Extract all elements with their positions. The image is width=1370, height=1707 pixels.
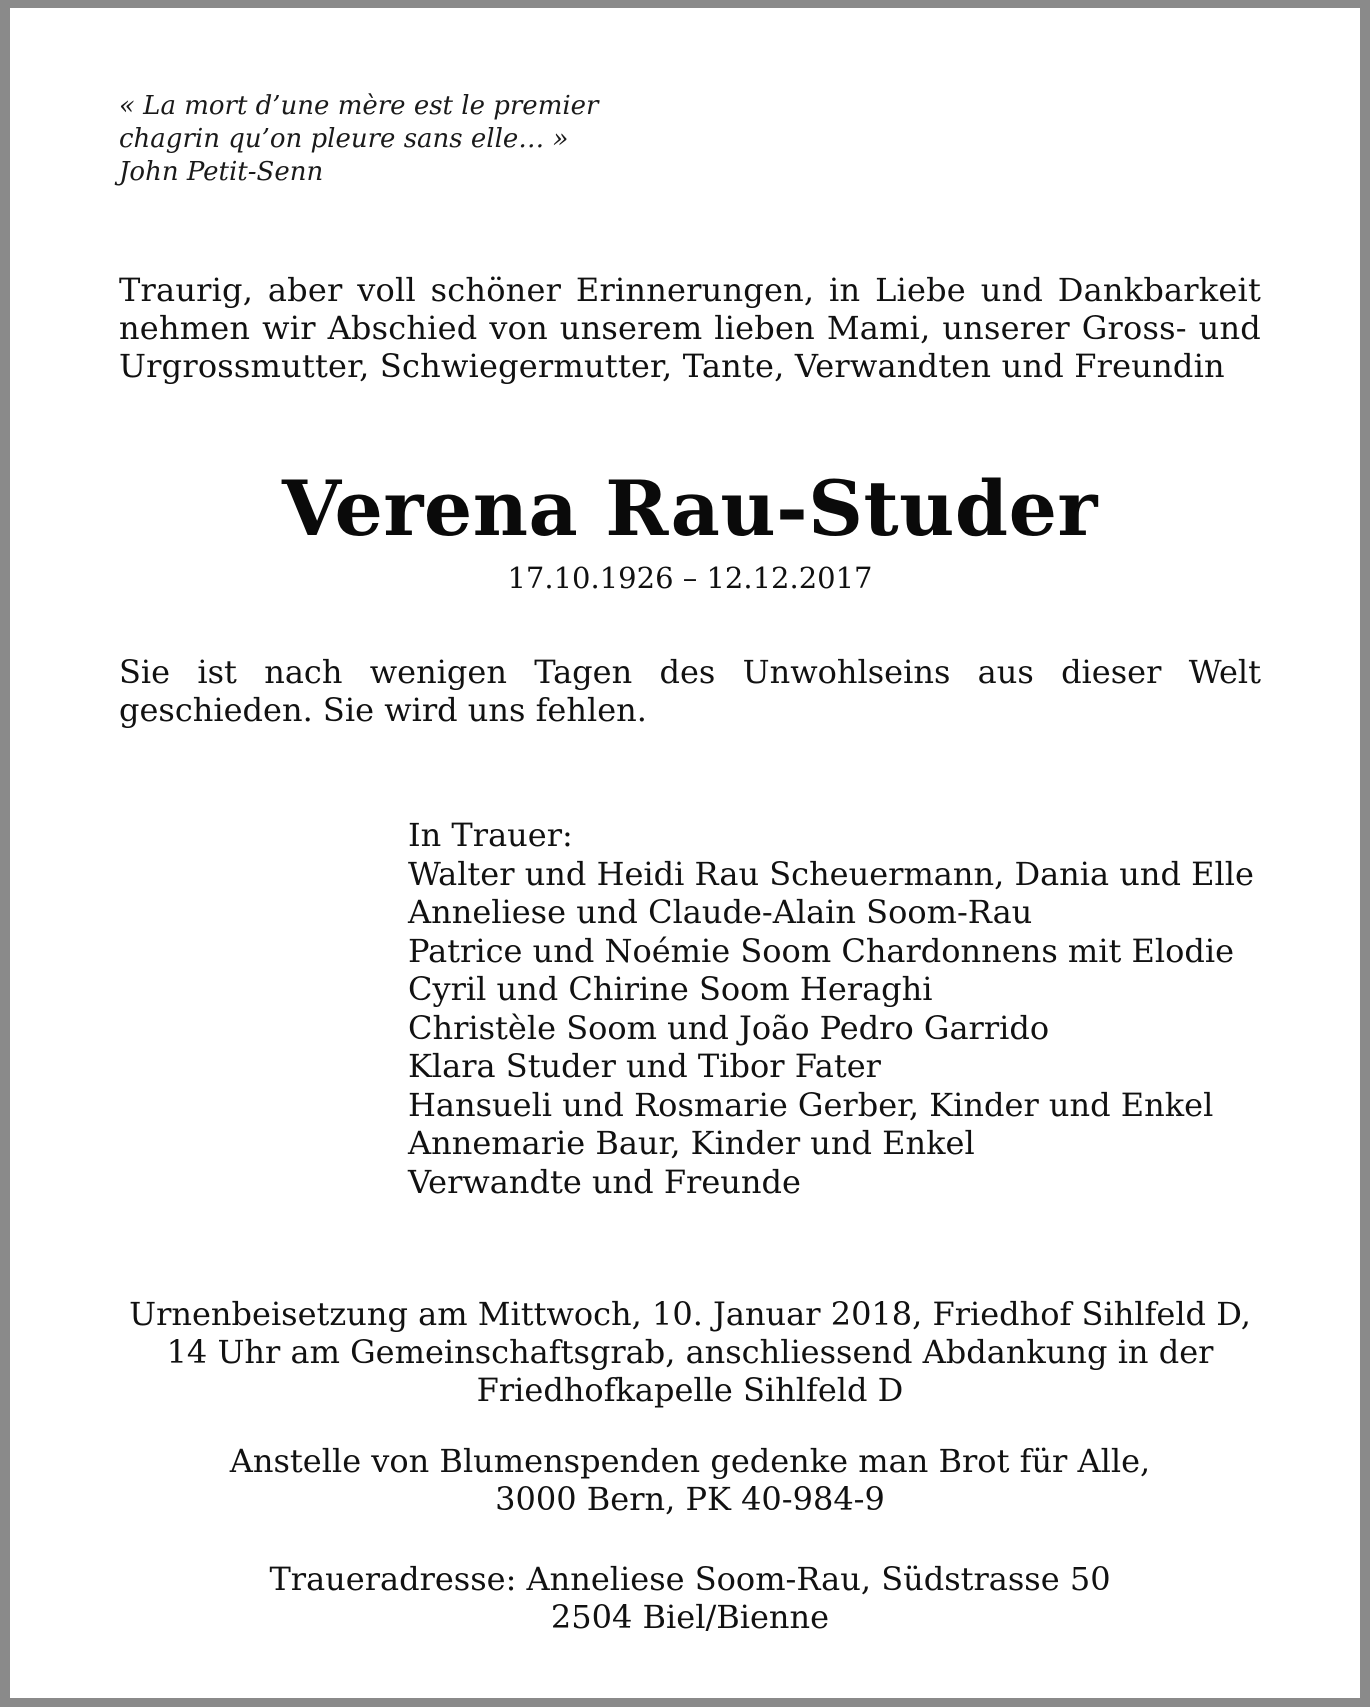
donation-line: 3000 Bern, PK 40-984-9: [495, 1480, 885, 1518]
quote-line: chagrin qu’on pleure sans elle… »: [119, 124, 569, 154]
mourner-entry: Klara Studer und Tibor Fater: [408, 1047, 881, 1085]
address-line: 2504 Biel/Bienne: [550, 1598, 830, 1636]
mourners-heading: In Trauer:: [408, 816, 573, 854]
quote-author: John Petit-Senn: [119, 157, 324, 187]
mourner-entry: Hansueli und Rosmarie Gerber, Kinder und Enkel: [408, 1085, 1214, 1124]
mourning-address: [119, 1560, 1261, 1636]
mourner-entry: Patrice und Noémie Soom Chardonnens mit Elodie: [408, 931, 1235, 970]
mourner-entry: Anneliese und Claude-Alain Soom-Rau: [408, 893, 1033, 931]
ceremony-line: Urnenbeisetzung am Mittwoch, 10. Januar 2018, Friedhof Sihlfeld D,: [129, 1295, 1251, 1333]
deceased-name: Verena Rau-Studer: [282, 464, 1098, 553]
mourner-entry: Cyril und Chirine Soom Heraghi: [408, 970, 933, 1008]
mourner-entry: Christèle Soom und João Pedro Garrido: [408, 1008, 1050, 1047]
passing-paragraph: Sie ist nach wenigen Tagen des Unwohlseins aus dieser Welt geschieden. Sie wird uns fehlen.: [119, 653, 1261, 729]
life-dates: 17.10.1926 – 12.12.2017: [507, 561, 873, 595]
mourner-entry: Verwandte und Freunde: [408, 1162, 801, 1201]
mourner-entry: Annemarie Baur, Kinder und Enkel: [408, 1124, 975, 1162]
mourner-entry: Walter und Heidi Rau Scheuermann, Dania und Elle: [408, 854, 1254, 893]
ceremony-info: [119, 1295, 1261, 1409]
epigraph-quote: [119, 90, 1261, 189]
quote-line: « La mort d’une mère est le premier: [119, 91, 599, 121]
address-line: Traueradresse: Anneliese Soom-Rau, Südstrasse 50: [269, 1560, 1111, 1598]
donation-line: Anstelle von Blumenspenden gedenke man Brot für Alle,: [229, 1442, 1151, 1480]
donation-info: [119, 1442, 1261, 1518]
intro-paragraph: Traurig, aber voll schöner Erinnerungen, in Liebe und Dankbarkeit nehmen wir Abschied von unserem lieben Mami, unserer Gross- und Urgrossmutter, Schwiegermutter, Tante, Verwandten und Freundin: [119, 271, 1261, 385]
mourners-list: [408, 816, 1288, 1201]
obituary-page: [10, 8, 1360, 1698]
ceremony-line: 14 Uhr am Gemeinschaftsgrab, anschliessend Abdankung in der: [166, 1333, 1214, 1371]
ceremony-line: Friedhofkapelle Sihlfeld D: [476, 1371, 904, 1409]
